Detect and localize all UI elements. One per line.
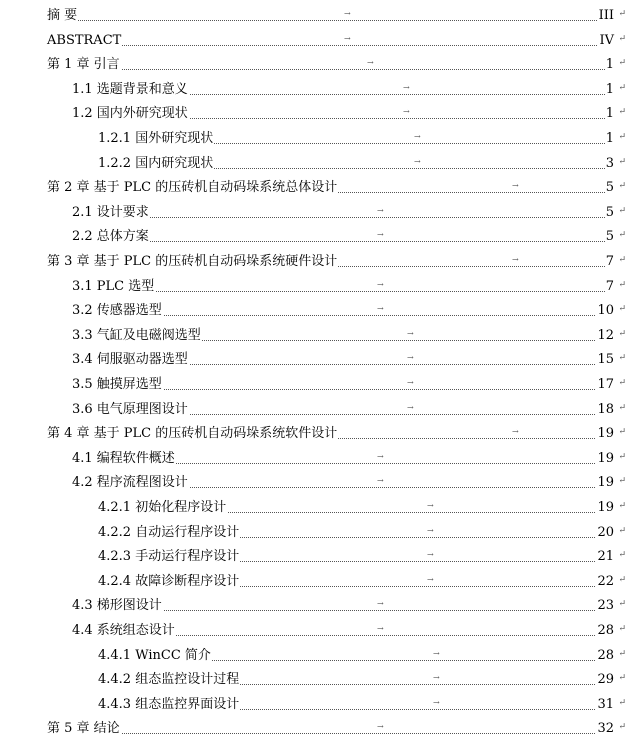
tab-arrow-icon: →: [407, 353, 414, 363]
toc-entry-label[interactable]: 4.3 梯形图设计: [72, 594, 163, 618]
tab-arrow-icon: →: [427, 574, 434, 584]
paragraph-mark-icon: ↵: [618, 9, 626, 19]
toc-entry-page-number: 17: [596, 373, 614, 397]
paragraph-mark-icon: ↵: [618, 353, 626, 364]
toc-entry-page-number: 1: [605, 127, 614, 151]
toc-entry[interactable]: [0, 570, 637, 594]
toc-entry[interactable]: [0, 152, 637, 176]
toc-entry-label[interactable]: 4.2 程序流程图设计: [72, 471, 189, 495]
toc-entry[interactable]: [0, 324, 637, 348]
toc-entry-page-number: 7: [605, 275, 614, 299]
toc-entry-label[interactable]: 3.2 传感器选型: [72, 299, 163, 323]
paragraph-mark-icon: ↵: [618, 451, 626, 462]
toc-entry-page-number: 10: [596, 299, 614, 323]
tab-arrow-icon: →: [433, 648, 440, 658]
tab-arrow-icon: →: [512, 427, 519, 437]
toc-entry[interactable]: [0, 299, 637, 323]
tab-arrow-icon: →: [427, 501, 434, 510]
paragraph-mark-icon: ↵: [618, 304, 626, 315]
toc-entry-label[interactable]: 2.2 总体方案: [72, 225, 150, 249]
tab-arrow-icon: →: [377, 624, 384, 633]
paragraph-mark-icon: ↵: [618, 624, 626, 634]
toc-entry-page-number: 19: [596, 447, 614, 471]
toc-entry-page-number: 12: [596, 324, 614, 348]
paragraph-mark-icon: ↵: [618, 673, 626, 684]
toc-entry-label[interactable]: 第 3 章 基于 PLC 的压砖机自动码垛系统硬件设计: [47, 250, 338, 274]
toc-entry-page-number: 1: [605, 78, 614, 102]
paragraph-mark-icon: ↵: [618, 82, 626, 93]
toc-entry-page-number: 7: [605, 250, 614, 274]
paragraph-mark-icon: ↵: [618, 501, 626, 511]
toc-entry-label[interactable]: 4.2.1 初始化程序设计: [98, 496, 227, 520]
paragraph-mark-icon: ↵: [618, 58, 626, 69]
tab-arrow-icon: →: [377, 230, 384, 240]
toc-entry[interactable]: [0, 619, 637, 643]
toc-entry[interactable]: [0, 545, 637, 569]
toc-entry-label[interactable]: 4.4 系统组态设计: [72, 619, 176, 643]
toc-entry[interactable]: [0, 521, 637, 545]
toc-entry-label[interactable]: 4.2.2 自动运行程序设计: [98, 521, 240, 545]
paragraph-mark-icon: ↵: [618, 427, 626, 438]
toc-entry-label[interactable]: 4.4.3 组态监控界面设计: [98, 693, 240, 717]
tab-arrow-icon: →: [414, 156, 421, 166]
toc-entry-page-number: 18: [596, 398, 614, 422]
toc-entry[interactable]: [0, 422, 637, 446]
toc-entry[interactable]: [0, 201, 637, 225]
paragraph-mark-icon: ↵: [618, 255, 626, 265]
toc-entry-label[interactable]: 摘 要: [47, 4, 78, 28]
toc-entry-page-number: III: [598, 4, 614, 28]
toc-entry-label[interactable]: 1.2.1 国外研究现状: [98, 127, 214, 151]
toc-entry-label[interactable]: 1.2.2 国内研究现状: [98, 152, 214, 176]
toc-entry[interactable]: [0, 348, 637, 372]
paragraph-mark-icon: ↵: [618, 476, 626, 487]
toc-entry[interactable]: [0, 496, 637, 520]
toc-entry-label[interactable]: 1.1 选题背景和意义: [72, 78, 189, 102]
dot-leader: [72, 241, 613, 242]
toc-entry-label[interactable]: 第 4 章 基于 PLC 的压砖机自动码垛系统软件设计: [47, 422, 338, 446]
dot-leader: [72, 217, 613, 218]
toc-entry-page-number: 29: [596, 668, 614, 692]
tab-arrow-icon: →: [377, 451, 384, 461]
toc-entry-page-number: 1: [605, 53, 614, 77]
paragraph-mark-icon: ↵: [618, 697, 626, 708]
toc-entry-page-number: 1: [605, 102, 614, 126]
toc-entry-label[interactable]: 4.4.1 WinCC 简介: [98, 644, 212, 668]
toc-entry-label[interactable]: 3.3 气缸及电磁阀选型: [72, 324, 202, 348]
paragraph-mark-icon: ↵: [618, 205, 626, 216]
toc-entry-label[interactable]: 3.6 电气原理图设计: [72, 398, 189, 422]
toc-entry-page-number: 21: [596, 545, 614, 569]
toc-entry-page-number: 32: [596, 717, 614, 741]
toc-entry-label[interactable]: 2.1 设计要求: [72, 201, 150, 225]
toc-entry-page-number: IV: [598, 29, 614, 53]
tab-arrow-icon: →: [407, 378, 414, 387]
tab-arrow-icon: →: [512, 255, 519, 264]
tab-arrow-icon: →: [344, 9, 351, 18]
toc-entry[interactable]: [0, 471, 637, 495]
paragraph-mark-icon: ↵: [618, 156, 626, 167]
tab-arrow-icon: →: [433, 673, 440, 683]
toc-entry[interactable]: [0, 176, 637, 200]
toc-entry-page-number: 22: [596, 570, 614, 594]
toc-entry[interactable]: [0, 225, 637, 249]
tab-arrow-icon: →: [377, 599, 384, 609]
tab-arrow-icon: →: [377, 304, 384, 314]
toc-entry-page-number: 23: [596, 594, 614, 618]
toc-entry-page-number: 3: [605, 152, 614, 176]
paragraph-mark-icon: ↵: [618, 132, 626, 142]
paragraph-mark-icon: ↵: [618, 599, 626, 610]
paragraph-mark-icon: ↵: [618, 230, 626, 241]
toc-entry-page-number: 19: [596, 471, 614, 495]
tab-arrow-icon: →: [414, 132, 421, 141]
paragraph-mark-icon: ↵: [618, 33, 626, 44]
toc-entry[interactable]: [0, 398, 637, 422]
toc-entry[interactable]: [0, 29, 637, 53]
paragraph-mark-icon: ↵: [618, 574, 626, 585]
tab-arrow-icon: →: [377, 722, 384, 732]
dot-leader: [47, 45, 613, 46]
tab-arrow-icon: →: [403, 107, 410, 117]
paragraph-mark-icon: ↵: [618, 181, 626, 192]
toc-entry-label[interactable]: 第 5 章 结论: [47, 717, 121, 741]
paragraph-mark-icon: ↵: [618, 550, 626, 561]
toc-entry-label[interactable]: 1.2 国内外研究现状: [72, 102, 189, 126]
paragraph-mark-icon: ↵: [618, 722, 626, 733]
tab-arrow-icon: →: [377, 279, 384, 289]
toc-entry[interactable]: [0, 447, 637, 471]
paragraph-mark-icon: ↵: [618, 378, 626, 388]
paragraph-mark-icon: ↵: [618, 402, 626, 413]
paragraph-mark-icon: ↵: [618, 107, 626, 118]
toc-entry[interactable]: [0, 275, 637, 299]
tab-arrow-icon: →: [344, 33, 351, 43]
tab-arrow-icon: →: [407, 402, 414, 412]
dot-leader: [47, 20, 613, 21]
toc-entry-page-number: 31: [596, 693, 614, 717]
paragraph-mark-icon: ↵: [618, 525, 626, 536]
toc-entry[interactable]: [0, 102, 637, 126]
toc-entry-page-number: 5: [605, 225, 614, 249]
toc-entry-label[interactable]: 4.2.4 故障诊断程序设计: [98, 570, 240, 594]
tab-arrow-icon: →: [427, 525, 434, 535]
tab-arrow-icon: →: [433, 697, 440, 707]
toc-entry-label[interactable]: 3.5 触摸屏选型: [72, 373, 163, 397]
paragraph-mark-icon: ↵: [618, 328, 626, 339]
toc-entry-page-number: 28: [596, 619, 614, 643]
toc-entry-page-number: 15: [596, 348, 614, 372]
toc-entry[interactable]: [0, 668, 637, 692]
toc-entry[interactable]: [0, 127, 637, 151]
toc-entry-label[interactable]: 4.1 编程软件概述: [72, 447, 176, 471]
paragraph-mark-icon: ↵: [618, 279, 626, 290]
toc-entry-label[interactable]: 4.2.3 手动运行程序设计: [98, 545, 240, 569]
toc-entry-page-number: 19: [596, 496, 614, 520]
toc-entry-label[interactable]: ABSTRACT: [47, 29, 122, 53]
toc-entry[interactable]: [0, 373, 637, 397]
toc-entry[interactable]: [0, 250, 637, 274]
tab-arrow-icon: →: [377, 476, 384, 486]
dot-leader: [47, 733, 613, 734]
toc-entry-page-number: 28: [596, 644, 614, 668]
tab-arrow-icon: →: [427, 550, 434, 560]
toc-entry-page-number: 20: [596, 521, 614, 545]
toc-entry-label[interactable]: 第 1 章 引言: [47, 53, 121, 77]
toc-entry-label[interactable]: 第 2 章 基于 PLC 的压砖机自动码垛系统总体设计: [47, 176, 338, 200]
toc-entry[interactable]: [0, 693, 637, 717]
toc-entry[interactable]: [0, 594, 637, 618]
toc-entry-page-number: 5: [605, 201, 614, 225]
toc-entry[interactable]: [0, 78, 637, 102]
tab-arrow-icon: →: [377, 205, 384, 215]
toc-entry-page-number: 19: [596, 422, 614, 446]
toc-entry[interactable]: [0, 717, 637, 741]
toc-entry-page-number: 5: [605, 176, 614, 200]
tab-arrow-icon: →: [403, 82, 410, 92]
toc-entry-label[interactable]: 3.4 伺服驱动器选型: [72, 348, 189, 372]
tab-arrow-icon: →: [367, 58, 374, 68]
toc-entry[interactable]: [0, 644, 637, 668]
paragraph-mark-icon: ↵: [618, 648, 626, 659]
dot-leader: [47, 69, 613, 70]
toc-entry[interactable]: [0, 53, 637, 77]
toc-entry-label[interactable]: 3.1 PLC 选型: [72, 275, 155, 299]
tab-arrow-icon: →: [407, 328, 414, 338]
tab-arrow-icon: →: [512, 181, 519, 191]
toc-entry-label[interactable]: 4.4.2 组态监控设计过程: [98, 668, 240, 692]
toc-entry[interactable]: [0, 4, 637, 28]
